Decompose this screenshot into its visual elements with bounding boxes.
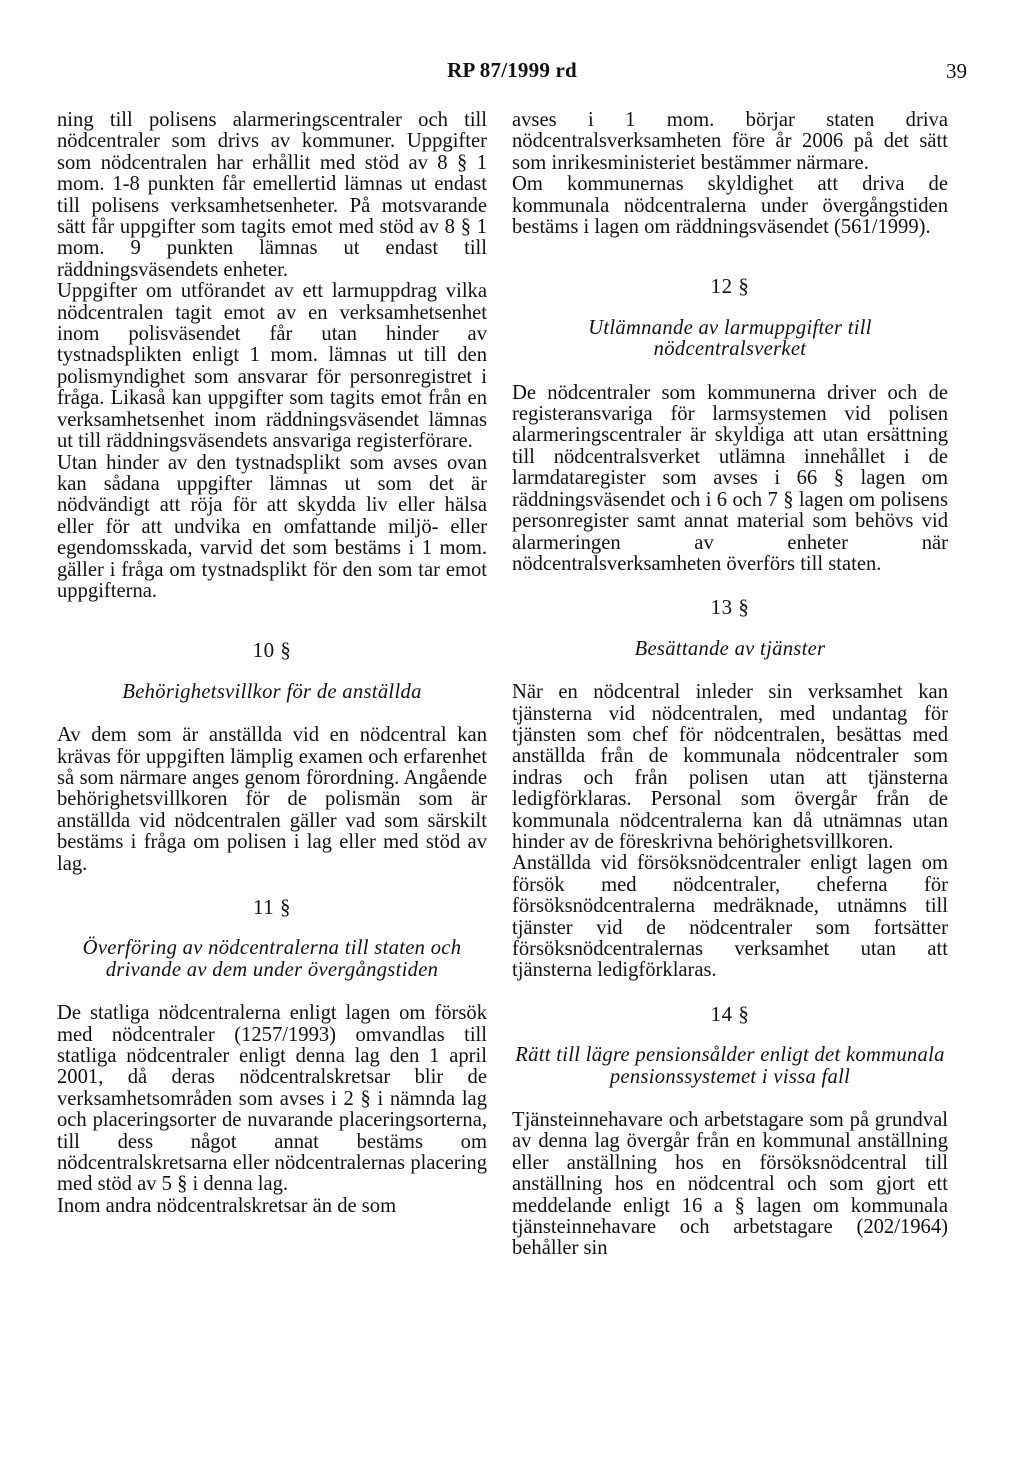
paragraph: avses i 1 mom. börjar staten driva nödcentralsverksamheten före år 2006 på det sätt som inrikesministeriet bestämmer närmare.: [512, 109, 948, 174]
section-14-heading: Rätt till lägre pensionsålder enligt det kommunala pensionssystemet i vissa fall: [515, 1044, 945, 1088]
section-11-heading: Överföring av nödcentralerna till staten och drivande av dem under övergångstiden: [82, 937, 462, 981]
paragraph: Inom andra nödcentralskretsar än de som: [57, 1194, 397, 1217]
section-10-number: 10 §: [252, 638, 292, 663]
section-12-number: 12 §: [710, 274, 750, 299]
paragraph: Om kommunernas skyldighet att driva de kommunala nödcentralerna under övergångstiden bestäms i lagen om räddningsväsendet (561/1999).: [512, 173, 948, 239]
page-number: 39: [946, 59, 967, 83]
right-column: [512, 110, 948, 1260]
paragraph: Uppgifter om utförandet av ett larmuppdrag vilka nödcentralen tagit emot av en verksamhetsenhet inom polisväsendet får utan hinder av tystnadsplikten enligt 1 mom. lämnas ut till den polismyndighet som ansvarar för personregistret i fråga. Likaså kan uppgifter som tagits emot från en verksamhetsenhet inom räddningsväsendet lämnas ut till räddningsväsendets ansvariga registerförare.: [57, 280, 487, 453]
section-12-heading: Utlämnande av larmuppgifter till nödcentralsverket: [588, 316, 872, 361]
section-13-number: 13 §: [710, 595, 750, 620]
section-10-heading: Behörighetsvillkor för de anställda: [122, 680, 422, 703]
paragraph: ning till polisens alarmeringscentraler och till nödcentraler som drivs av kommuner. Uppgifter som nödcentralen har erhållit med stöd av 8 § 1 mom. 1-8 punkten får emellertid lämnas ut endast till polisens verksamhetsenheter. På motsvarande sätt får uppgifter som tagits emot med stöd av 8 § 1 mom. 9 punkten lämnas ut endast till räddningsväsendets enheter.: [57, 109, 487, 281]
paragraph: Utan hinder av den tystnadsplikt som avses ovan kan sådana uppgifter lämnas ut som det är nödvändigt att röja för att skydda liv eller hälsa eller för att undvika en omfattande miljö- eller egendomsskada, varvid det som bestäms i 1 mom. gäller i fråga om tystnadsplikt för den som tar emot uppgifterna.: [57, 451, 487, 602]
section-11-number: 11 §: [253, 895, 291, 919]
paragraph: De statliga nödcentralerna enligt lagen om försök med nödcentraler (1257/1993) omvandlas till statliga nödcentraler enligt denna lag den 1 april 2001, då deras nödcentralskretsar blir de verksamhetsområden som avses i 2 § i nämnda lag och placeringsorter de nuvarande placeringsorterna, till dess något annat bestäms om nödcentralskretsarna eller nödcentralernas placering med stöd av 5 § i denna lag.: [57, 1002, 487, 1196]
document-id: RP 87/1999 rd: [447, 58, 577, 82]
section-14-number: 14 §: [710, 1001, 750, 1026]
paragraph: Anställda vid försöksnödcentraler enligt lagen om försök med nödcentraler, cheferna för försöksnödcentralerna medräknade, utnämns till tjänster vid de nödcentraler som fortsätter försöksnödcentralernas verksamhet utan att tjänsterna ledigförklaras.: [512, 852, 948, 982]
page-header: [0, 58, 1024, 88]
paragraph: Tjänsteinnehavare och arbetstagare som på grundval av denna lag övergår från en kommunal anställning eller anställning hos en försöksnödcentral till anställning hos en nödcentral och som gjort ett meddelande enligt 16 a § lagen om kommunala tjänsteinnehavare och arbetstagare (202/1964) behåller sin: [512, 1109, 948, 1260]
section-13-heading: Besättande av tjänster: [634, 637, 826, 660]
paragraph: Av dem som är anställda vid en nödcentral kan krävas för uppgiften lämplig examen och erfarenhet så som närmare anges genom förordning. Angående behörighetsvillkoren för de polismän som är anställda vid nödcentralen gäller vad som särskilt bestäms i fråga om polisen i lag eller med stöd av lag.: [57, 724, 487, 875]
paragraph: När en nödcentral inleder sin verksamhet kan tjänsterna vid nödcentralen, med undantag för tjänsten som chef för nödcentralen, besättas med anställda från de kommunala nödcentraler som indras och från polisen utan att tjänsterna ledigförklaras. Personal som övergår från de kommunala nödcentralerna kan då utnämnas utan hinder av de föreskrivna behörighetsvillkoren.: [512, 681, 948, 853]
paragraph: De nödcentraler som kommunerna driver och de registeransvariga för larmsystemen vid polisen alarmeringscentraler är skyldiga att utan ersättning till nödcentralsverket utlämna innehållet i de larmdataregister som avses i 66 § lagen om räddningsväsendet och i 6 och 7 § lagen om polisens personregister samt annat material som behövs vid alarmeringen av enheter när nödcentralsverksamheten överförs till staten.: [512, 381, 948, 575]
left-column: [57, 110, 487, 1217]
